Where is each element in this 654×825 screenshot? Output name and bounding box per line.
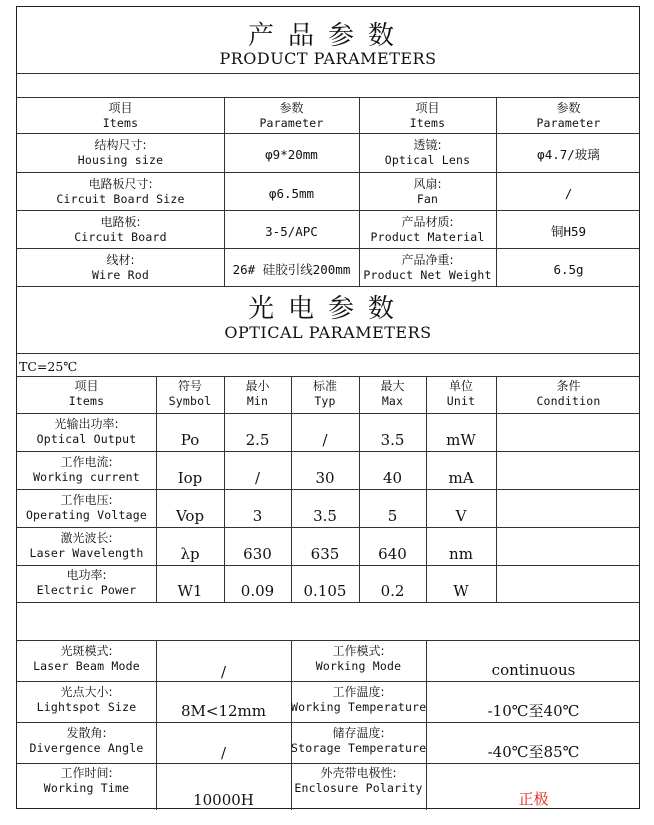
optical-typ: 635 xyxy=(310,545,340,563)
optical-symbol: Vop xyxy=(175,507,205,525)
extra-label: 发散角: Divergence Angle xyxy=(29,726,144,755)
extra-value: / xyxy=(220,744,227,762)
optical-min: 2.5 xyxy=(245,431,270,449)
product-value: φ9*20mm xyxy=(265,147,318,162)
optical-header-unit: 单位 Unit xyxy=(446,379,476,408)
product-header-items: 项目 Items xyxy=(102,101,139,130)
optical-typ: 30 xyxy=(315,469,335,487)
extra-value: -10℃至40℃ xyxy=(487,702,580,720)
optical-header-typ: 标准 Typ xyxy=(312,379,337,408)
optical-typ: 3.5 xyxy=(313,507,337,525)
product-title-en: PRODUCT PARAMETERS xyxy=(219,49,437,68)
product-label: 电路板: Circuit Board xyxy=(74,215,167,244)
optical-header-symbol: 符号 Symbol xyxy=(168,379,212,408)
product-header-items-2: 项目 Items xyxy=(409,101,446,130)
product-value: φ6.5mm xyxy=(268,186,315,201)
optical-max: 40 xyxy=(382,469,403,487)
product-header-parameter: 参数 Parameter xyxy=(259,101,324,130)
extra-label: 储存温度: Storage Temperature xyxy=(291,726,427,755)
product-value: φ4.7/玻璃 xyxy=(537,147,600,162)
product-label: 透镜: Optical Lens xyxy=(384,138,471,167)
optical-max: 5 xyxy=(387,507,398,525)
product-label: 产品材质: Product Material xyxy=(370,215,485,244)
extra-value: -40℃至85℃ xyxy=(487,743,580,761)
optical-header-condition: 条件 Condition xyxy=(536,379,601,408)
product-value: 6.5g xyxy=(553,262,584,277)
extra-label: 工作模式: Working Mode xyxy=(315,644,402,673)
optical-label: 工作电流: Working current xyxy=(33,455,140,484)
product-label: 线材: Wire Rod xyxy=(92,253,149,282)
product-value: 3-5/APC xyxy=(265,224,318,239)
product-value: / xyxy=(564,186,573,201)
extra-value: 8M<12mm xyxy=(180,702,266,720)
optical-header-items: 项目 Items xyxy=(68,379,105,408)
optical-typ: 0.105 xyxy=(303,582,347,600)
extra-value: continuous xyxy=(491,661,576,679)
optical-symbol: λp xyxy=(180,545,200,563)
optical-unit: nm xyxy=(449,545,473,563)
extra-label: 工作温度: Working Temperature xyxy=(291,685,427,714)
product-label: 电路板尺寸: Circuit Board Size xyxy=(56,177,185,206)
optical-label: 工作电压: Operating Voltage xyxy=(25,493,148,522)
parameter-sheet xyxy=(16,6,640,809)
optical-max: 3.5 xyxy=(380,431,405,449)
optical-max: 0.2 xyxy=(380,582,405,600)
optical-header-min: 最小 Min xyxy=(245,379,270,408)
tc-label: TC=25℃ xyxy=(19,359,78,374)
optical-unit: mW xyxy=(446,431,476,449)
product-label: 结构尺寸: Housing size xyxy=(77,138,164,167)
product-value: 26# 硅胶引线200mm xyxy=(232,262,351,277)
optical-label: 激光波长: Laser Wavelength xyxy=(29,531,144,560)
optical-max: 640 xyxy=(378,545,407,563)
extra-label: 光点大小: Lightspot Size xyxy=(36,685,137,714)
optical-symbol: W1 xyxy=(177,582,203,600)
optical-unit: V xyxy=(455,507,467,525)
optical-symbol: Iop xyxy=(177,469,203,487)
optical-title-en: OPTICAL PARAMETERS xyxy=(224,323,432,342)
optical-min: 630 xyxy=(243,545,272,563)
optical-header-max: 最大 Max xyxy=(380,379,405,408)
extra-value: 10000H xyxy=(193,791,254,809)
optical-min: / xyxy=(254,469,261,487)
product-label: 产品净重: Product Net Weight xyxy=(363,253,492,282)
extra-label: 外壳带电极性: Enclosure Polarity xyxy=(294,766,423,795)
optical-min: 3 xyxy=(252,507,263,525)
optical-unit: W xyxy=(453,582,469,600)
optical-min: 0.09 xyxy=(240,582,275,600)
product-value: 铜H59 xyxy=(550,224,587,239)
optical-unit: mA xyxy=(448,469,474,487)
product-label: 风扇: Fan xyxy=(413,177,442,206)
optical-label: 电功率: Electric Power xyxy=(36,568,137,597)
product-header-parameter-2: 参数 Parameter xyxy=(536,101,601,130)
extra-label: 光斑模式: Laser Beam Mode xyxy=(33,644,140,673)
enclosure-polarity-value: 正极 xyxy=(518,790,549,808)
product-title-cn: 产品参数 xyxy=(247,21,408,51)
extra-label: 工作时间: Working Time xyxy=(43,766,130,795)
optical-label: 光输出功率: Optical Output xyxy=(36,417,137,446)
optical-title-cn: 光电参数 xyxy=(247,294,408,324)
extra-value: / xyxy=(220,663,227,681)
optical-typ: / xyxy=(322,431,328,449)
optical-symbol: Po xyxy=(180,431,200,449)
